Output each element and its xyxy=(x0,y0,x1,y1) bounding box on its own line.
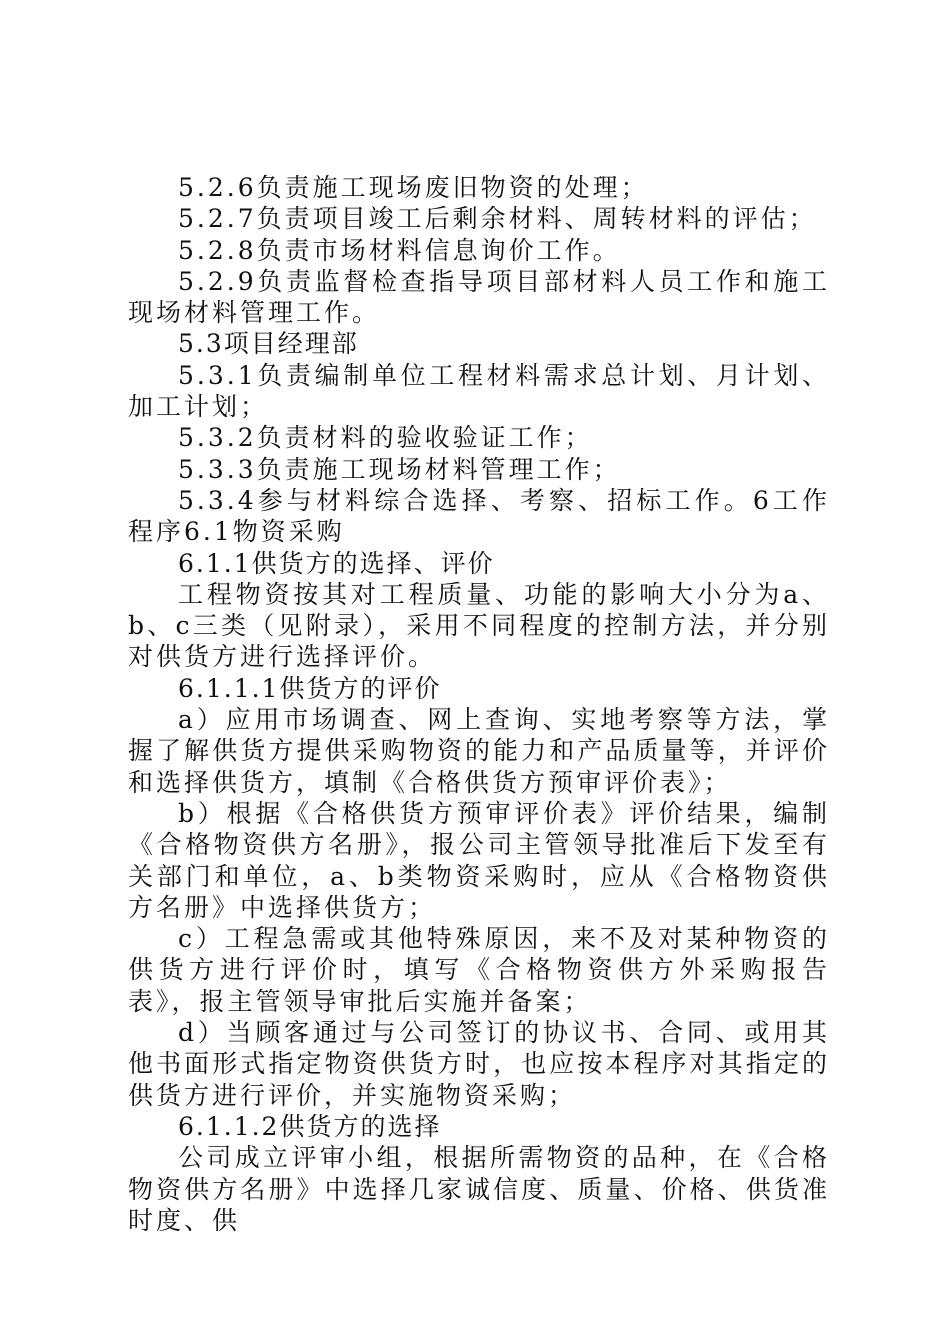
clause-5-2-8: 5.2.8负责市场材料信息询价工作。 xyxy=(178,235,621,265)
list-item-a: a）应用市场调查、网上查询、实地考察等方法，掌握了解供货方提供采购物资的能力和产品质量等，并评价和选择供货方，填制《合格供货方预审评价表》； xyxy=(128,705,830,797)
list-item-c: c）工程急需或其他特殊原因，来不及对某种物资的供货方进行评价时，填写《合格物资供方外采购报告表》，报主管领导审批后实施并备案； xyxy=(128,924,830,1016)
document-page xyxy=(128,172,830,1236)
section-heading-6-1-1: 6.1.1供货方的选择、评价 xyxy=(178,548,495,578)
clause-5-3-2: 5.3.2负责材料的验收验证工作； xyxy=(178,423,593,453)
clause-5-2-6: 5.2.6负责施工现场废旧物资的处理； xyxy=(178,173,649,202)
list-item-d: d）当顾客通过与公司签订的协议书、合同、或用其他书面形式指定物资供货方时，也应按本程序对其指定的供货方进行评价，并实施物资采购； xyxy=(128,1018,830,1110)
clause-5-2-9: 5.2.9负责监督检查指导项目部材料人员工作和施工现场材料管理工作。 xyxy=(128,266,830,328)
section-heading-6-1-1-1: 6.1.1.1供货方的评价 xyxy=(178,673,442,703)
list-item-b: b）根据《合格供货方预审评价表》评价结果，编制《合格物资供方名册》，报公司主管领导批准后下发至有关部门和单位，a、b类物资采购时，应从《合格物资供方名册》中选择供货方； xyxy=(128,798,830,922)
body-paragraph-selection: 公司成立评审小组，根据所需物资的品种，在《合格物资供方名册》中选择几家诚信度、质量、价格、供货准时度、供 xyxy=(128,1143,830,1235)
body-paragraph-classification: 工程物资按其对工程质量、功能的影响大小分为a、b、c三类（见附录），采用不同程度的控制方法，并分别对供货方进行选择评价。 xyxy=(128,579,830,672)
clause-5-3-3: 5.3.3负责施工现场材料管理工作； xyxy=(178,454,621,484)
section-heading-6-1-1-2: 6.1.1.2供货方的选择 xyxy=(178,1111,442,1141)
clause-5-3-4: 5.3.4参与材料综合选择、考察、招标工作。6工作程序6.1物资采购 xyxy=(128,485,830,547)
clause-5-3-1: 5.3.1负责编制单位工程材料需求总计划、月计划、加工计划； xyxy=(128,360,830,422)
clause-5-2-7: 5.2.7负责项目竣工后剩余材料、周转材料的评估； xyxy=(178,204,817,234)
section-heading-5-3: 5.3项目经理部 xyxy=(178,329,359,359)
